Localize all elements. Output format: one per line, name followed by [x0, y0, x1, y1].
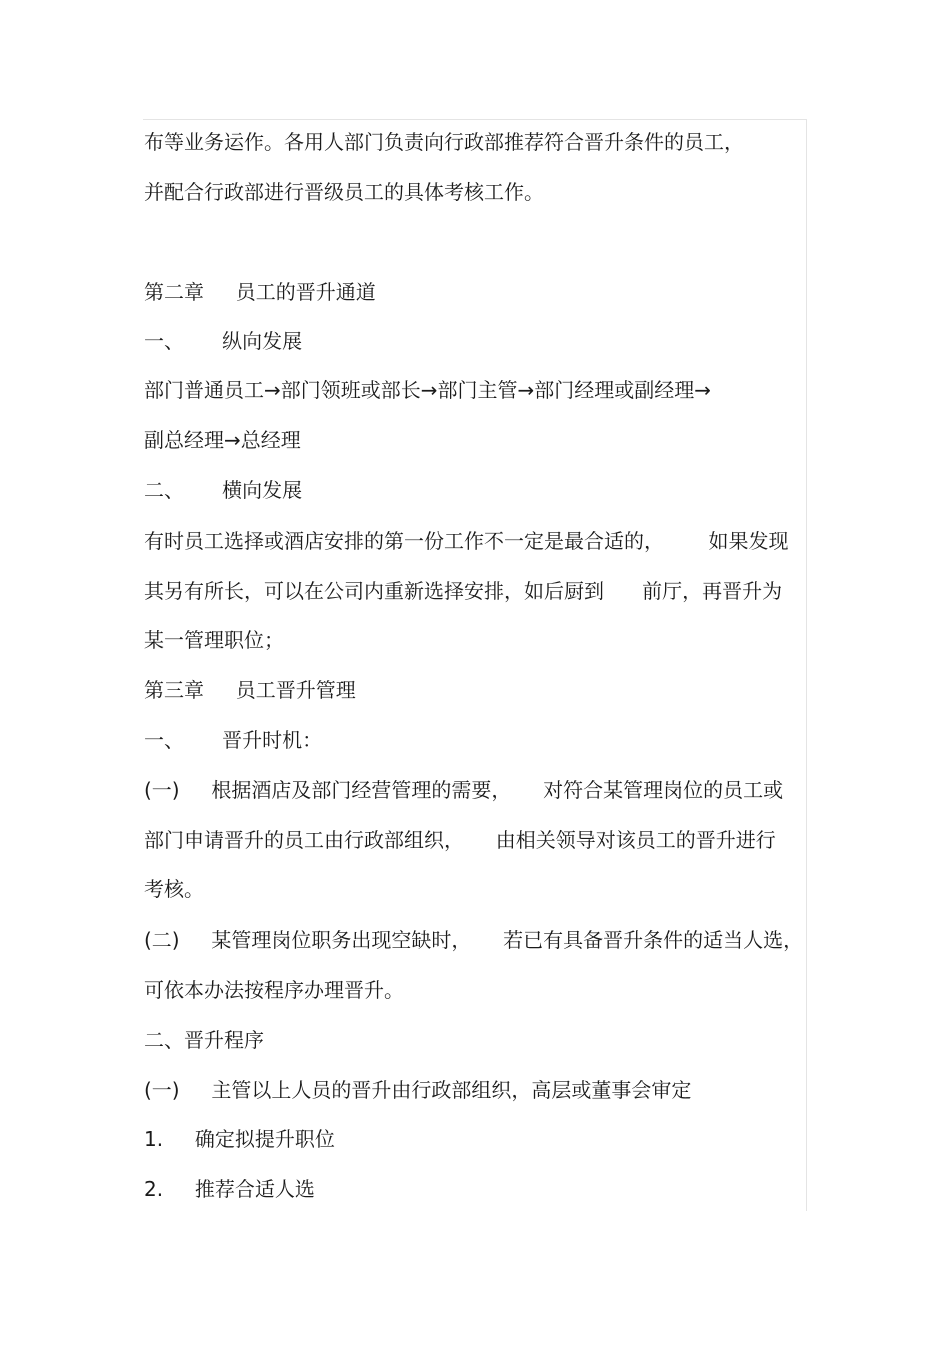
paragraph-line: 部门申请晋升的员工由行政部组织， 由相关领导对该员工的晋升进行	[144, 828, 776, 852]
section-heading: 二、晋升程序	[144, 1028, 264, 1052]
paragraph-line: 并配合行政部进行晋级员工的具体考核工作。	[144, 180, 544, 204]
paragraph-line: 考核。	[144, 877, 204, 901]
chapter-heading: 第三章 员工晋升管理	[144, 678, 356, 702]
paragraph-line: 副总经理→总经理	[144, 428, 301, 452]
chapter-heading: 第二章 员工的晋升通道	[144, 280, 376, 304]
list-item: 2. 推荐合适人选	[144, 1177, 315, 1201]
list-item: 1. 确定拟提升职位	[144, 1127, 335, 1151]
paragraph-line: (一) 根据酒店及部门经营管理的需要， 对符合某管理岗位的员工或	[144, 778, 784, 802]
paragraph-line: (一) 主管以上人员的晋升由行政部组织，高层或董事会审定	[144, 1078, 692, 1102]
paragraph-line: 其另有所长，可以在公司内重新选择安排，如后厨到 前厅，再晋升为	[144, 579, 783, 603]
section-heading: 一、 晋升时机：	[144, 728, 323, 752]
paragraph-line: 布等业务运作。各用人部门负责向行政部推荐符合晋升条件的员工，	[144, 130, 744, 154]
paragraph-line: (二) 某管理岗位职务出现空缺时， 若已有具备晋升条件的适当人选，	[144, 928, 804, 952]
paragraph-line: 某一管理职位；	[144, 628, 284, 652]
section-heading: 二、 横向发展	[144, 478, 303, 502]
paragraph-line: 可依本办法按程序办理晋升。	[144, 978, 404, 1002]
section-heading: 一、 纵向发展	[144, 329, 303, 353]
paragraph-line: 有时员工选择或酒店安排的第一份工作不一定是最合适的， 如果发现	[144, 529, 789, 553]
paragraph-line: 部门普通员工→部门领班或部长→部门主管→部门经理或副经理→	[144, 378, 712, 402]
